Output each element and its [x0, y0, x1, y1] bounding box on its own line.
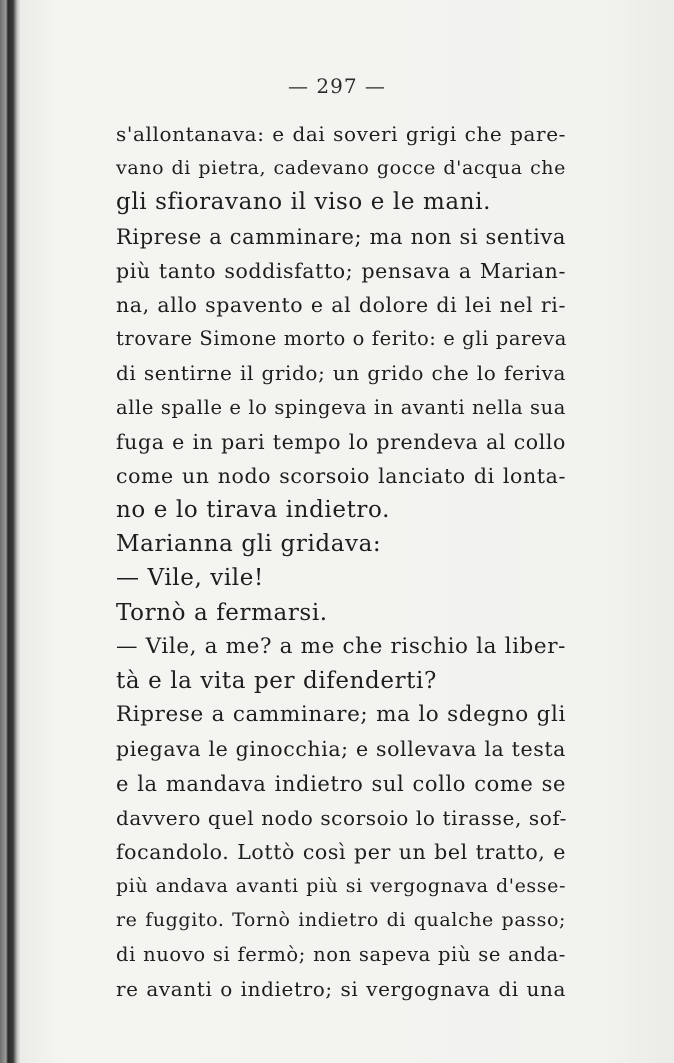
text-line: fuga e in pari tempo lo prendeva al collo — [116, 429, 566, 454]
text-line: come un nodo scorsoio lanciato di lonta- — [116, 463, 566, 488]
text-line: di nuovo si fermò; non sapeva più se anda- — [116, 942, 566, 966]
page-number: — 297 — — [288, 74, 386, 98]
text-line: focandolo. Lottò così per un bel tratto, e — [116, 839, 566, 864]
text-line: Tornò a fermarsi. — [116, 599, 328, 626]
text-line: Riprese a camminare; ma lo sdegno gli — [116, 702, 566, 728]
text-line: piegava le ginocchia; e sollevava la testa — [116, 737, 566, 762]
text-line: Marianna gli gridava: — [116, 531, 382, 558]
text-line: re fuggito. Tornò indietro di qualche passo; — [116, 909, 566, 932]
text-line: e la mandava indietro sul collo come se — [116, 771, 566, 796]
text-line: alle spalle e lo spingeva in avanti nella sua — [116, 395, 566, 419]
text-line: re avanti o indietro; si vergognava di una — [116, 976, 566, 1001]
body-text — [116, 117, 566, 1006]
text-line: davvero quel nodo scorsoio lo tirasse, sof- — [116, 805, 568, 830]
text-line: vano di pietra, cadevano gocce d'acqua che — [116, 157, 566, 180]
text-line: s'allontanava: e dai soveri grigi che pare- — [116, 122, 566, 146]
text-line: na, allo spavento e al dolore di lei nel ri- — [116, 292, 566, 317]
page-binding-edge — [0, 0, 20, 1063]
text-line: — Vile, vile! — [116, 565, 264, 592]
text-line: trovare Simone morto o ferito: e gli pareva — [116, 327, 567, 351]
text-line: — Vile, a me? a me che rischio la liber- — [116, 633, 566, 659]
text-line: Riprese a camminare; ma non si sentiva — [116, 224, 566, 249]
text-line: tà e la vita per difenderti? — [116, 668, 437, 694]
text-line: di sentirne il grido; un grido che lo feriva — [116, 361, 566, 386]
text-line: gli sfioravano il viso e le mani. — [116, 189, 491, 216]
text-line: più andava avanti più si vergognava d'esse- — [116, 875, 566, 898]
text-line: più tanto soddisfatto; pensava a Marian- — [116, 258, 566, 283]
text-line: no e lo tirava indietro. — [116, 497, 390, 524]
